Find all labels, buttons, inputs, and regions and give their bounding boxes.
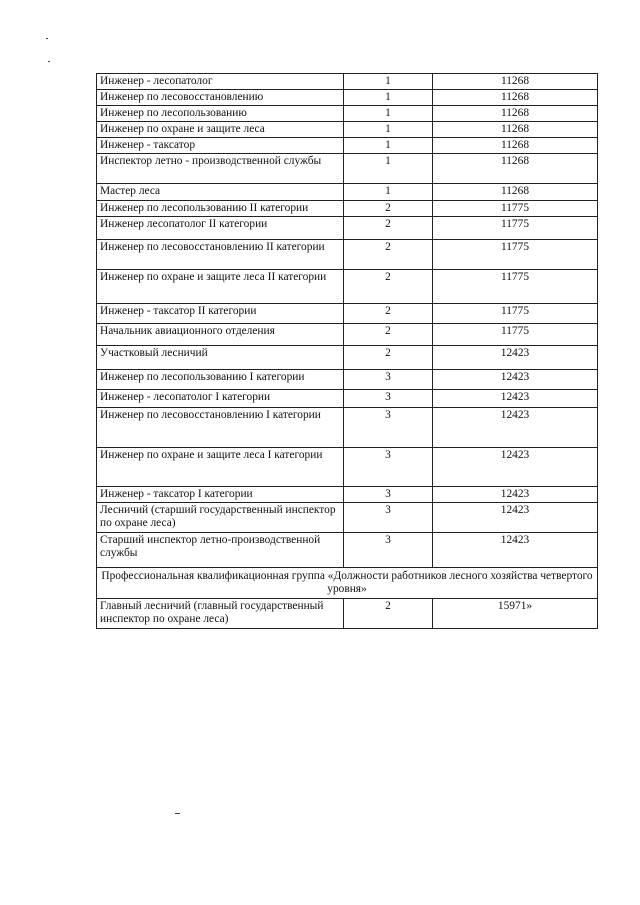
table-row <box>97 324 598 346</box>
salary-cell: 11775 <box>433 304 598 324</box>
scan-speck <box>175 813 180 814</box>
table-body-group-3 <box>97 74 598 568</box>
position-name-cell: Мастер леса <box>97 184 344 201</box>
position-name-cell: Инженер по лесовосстановлению I категории <box>97 408 344 448</box>
salary-cell: 12423 <box>433 370 598 390</box>
position-name-cell: Инженер - таксатор II категории <box>97 304 344 324</box>
position-name-cell: Инженер - лесопатолог <box>97 74 344 90</box>
position-name-cell: Инженер по лесовосстановлению II категории <box>97 240 344 270</box>
position-name-cell: Старший инспектор летно-производственной службы <box>97 533 344 568</box>
salary-cell: 15971» <box>433 599 598 629</box>
position-name-cell: Начальник авиационного отделения <box>97 324 344 346</box>
position-name-cell: Инженер по лесопользованию II категории <box>97 201 344 217</box>
position-name-cell: Инженер по лесопользованию <box>97 106 344 122</box>
table-body-group-4 <box>97 599 598 629</box>
salary-cell: 11775 <box>433 324 598 346</box>
table-row <box>97 533 598 568</box>
salary-cell: 12423 <box>433 408 598 448</box>
qualification-level-cell: 3 <box>344 533 433 568</box>
table-row <box>97 270 598 304</box>
salary-cell: 11775 <box>433 201 598 217</box>
table-row <box>97 154 598 184</box>
qualification-level-cell: 1 <box>344 74 433 90</box>
salary-cell: 12423 <box>433 503 598 533</box>
table-row <box>97 184 598 201</box>
salary-cell: 11268 <box>433 90 598 106</box>
position-name-cell: Инженер по охране и защите леса II категории <box>97 270 344 304</box>
salary-cell: 11268 <box>433 122 598 138</box>
qualification-level-cell: 1 <box>344 184 433 201</box>
salary-cell: 12423 <box>433 448 598 487</box>
qualification-level-cell: 2 <box>344 217 433 240</box>
position-name-cell: Главный лесничий (главный государственный инспектор по охране леса) <box>97 599 344 629</box>
position-name-cell: Инженер по охране и защите леса <box>97 122 344 138</box>
group-header-row <box>97 568 598 599</box>
table-row <box>97 217 598 240</box>
position-name-cell: Инженер лесопатолог II категории <box>97 217 344 240</box>
qualification-level-cell: 2 <box>344 324 433 346</box>
table-row <box>97 106 598 122</box>
salary-cell: 11268 <box>433 138 598 154</box>
table-row <box>97 370 598 390</box>
qualification-level-cell: 2 <box>344 270 433 304</box>
position-name-cell: Инженер по охране и защите леса I категории <box>97 448 344 487</box>
position-name-cell: Инженер по лесовосстановлению <box>97 90 344 106</box>
table-row <box>97 74 598 90</box>
qualification-level-cell: 3 <box>344 503 433 533</box>
table-row <box>97 487 598 503</box>
salary-cell: 12423 <box>433 346 598 370</box>
salary-cell: 12423 <box>433 487 598 503</box>
qualification-level-cell: 1 <box>344 106 433 122</box>
table-row <box>97 138 598 154</box>
qualification-level-cell: 2 <box>344 201 433 217</box>
qualification-level-cell: 3 <box>344 448 433 487</box>
salary-cell: 11268 <box>433 106 598 122</box>
salary-table <box>96 73 598 629</box>
qualification-level-cell: 1 <box>344 154 433 184</box>
position-name-cell: Участковый лесничий <box>97 346 344 370</box>
qualification-level-cell: 3 <box>344 487 433 503</box>
qualification-level-cell: 3 <box>344 408 433 448</box>
salary-cell: 12423 <box>433 533 598 568</box>
scan-speck <box>48 61 50 62</box>
qualification-level-cell: 2 <box>344 304 433 324</box>
salary-cell: 11268 <box>433 184 598 201</box>
table-row <box>97 201 598 217</box>
position-name-cell: Инженер - таксатор <box>97 138 344 154</box>
position-name-cell: Лесничий (старший государственный инспектор по охране леса) <box>97 503 344 533</box>
group-header-section <box>97 568 598 599</box>
qualification-level-cell: 1 <box>344 122 433 138</box>
position-name-cell: Инспектор летно - производственной службы <box>97 154 344 184</box>
table-row <box>97 240 598 270</box>
table-row <box>97 90 598 106</box>
qualification-level-cell: 2 <box>344 599 433 629</box>
group-header-cell: Профессиональная квалификационная группа «Должности работников лесного хозяйства четвертого уровня» <box>97 568 598 599</box>
salary-cell: 11775 <box>433 240 598 270</box>
scan-speck <box>46 38 48 39</box>
table-row <box>97 346 598 370</box>
position-name-cell: Инженер - лесопатолог I категории <box>97 390 344 408</box>
table-row <box>97 448 598 487</box>
qualification-level-cell: 1 <box>344 138 433 154</box>
salary-cell: 11268 <box>433 74 598 90</box>
qualification-level-cell: 2 <box>344 346 433 370</box>
qualification-level-cell: 3 <box>344 370 433 390</box>
position-name-cell: Инженер - таксатор I категории <box>97 487 344 503</box>
qualification-level-cell: 1 <box>344 90 433 106</box>
table-row <box>97 599 598 629</box>
table-row <box>97 304 598 324</box>
table-row <box>97 122 598 138</box>
qualification-level-cell: 2 <box>344 240 433 270</box>
salary-cell: 11775 <box>433 217 598 240</box>
table-row <box>97 503 598 533</box>
position-name-cell: Инженер по лесопользованию I категории <box>97 370 344 390</box>
salary-cell: 11268 <box>433 154 598 184</box>
salary-cell: 11775 <box>433 270 598 304</box>
table-row <box>97 408 598 448</box>
table-row <box>97 390 598 408</box>
salary-cell: 12423 <box>433 390 598 408</box>
qualification-level-cell: 3 <box>344 390 433 408</box>
